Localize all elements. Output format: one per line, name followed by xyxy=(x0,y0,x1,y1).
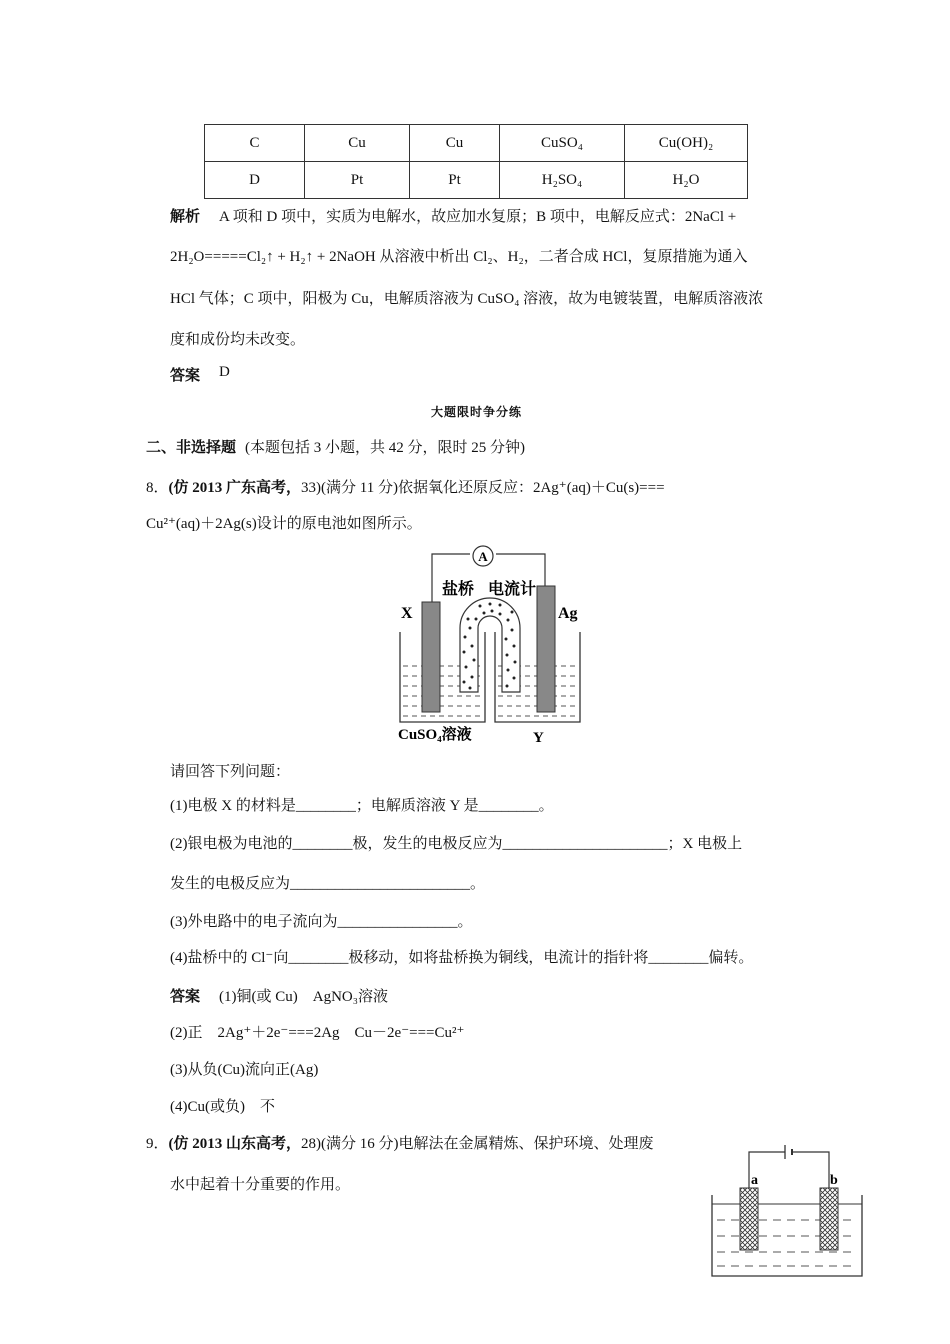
galvanometer-label: 电流计 xyxy=(488,581,537,598)
electrode-b-label: b xyxy=(830,1173,838,1188)
table-cell: Cu xyxy=(410,125,500,162)
q9-line2: 水中起着十分重要的作用。 xyxy=(170,1177,351,1193)
electrode-a xyxy=(740,1188,758,1250)
analysis-line: 2H₂O=====Cl₂↑ + H₂↑ + 2NaOH 从溶液中析出 Cl₂、H₂，二者合成 HCl，复原措施为通入 xyxy=(170,249,748,265)
analysis-line: A 项和 D 项中，实质为电解水，故应加水复原；B 项中，电解反应式：2NaCl + xyxy=(219,209,737,225)
ammeter-label: A xyxy=(478,549,488,564)
q8-part3: (3)外电路中的电子流向为________________。 xyxy=(170,914,473,930)
left-solution-label: CuSO₄溶液 xyxy=(398,727,472,743)
table-cell: H₂O xyxy=(625,162,748,199)
electrolysis-cell-figure xyxy=(705,1140,870,1280)
part-title: 二、非选择题 xyxy=(146,440,237,456)
table-row xyxy=(205,125,748,162)
left-electrode-label: X xyxy=(401,605,413,622)
q8-line2: Cu²⁺(aq)＋2Ag(s)设计的原电池如图所示。 xyxy=(146,516,422,532)
answer-line: (4)Cu(或负) 不 xyxy=(170,1099,275,1115)
question-source: (仿 2013 广东高考， xyxy=(168,480,302,496)
question-number: 9． xyxy=(146,1136,169,1152)
question-source: (仿 2013 山东高考， xyxy=(168,1136,302,1152)
analysis-line: 度和成份均未改变。 xyxy=(170,332,306,348)
table-cell: H₂SO₄ xyxy=(500,162,625,199)
question-text: 28)(满分 16 分)电解法在金属精炼、保护环境、处理废 xyxy=(301,1136,654,1152)
question-text: 33)(满分 11 分)依据氧化还原反应：2Ag⁺(aq)＋Cu(s)=== xyxy=(301,480,665,496)
q8-part4: (4)盐桥中的 Cl⁻向________极移动，如将盐桥换为铜线，电流计的指针将________偏转。 xyxy=(170,950,754,966)
answer-label: 答案 xyxy=(170,368,201,384)
q8-prompt: 请回答下列问题： xyxy=(170,764,291,780)
left-electrode xyxy=(422,602,440,712)
table-cell: Pt xyxy=(305,162,410,199)
q9-line1 xyxy=(146,1132,654,1153)
table-cell: D xyxy=(205,162,305,199)
table-cell: CuSO₄ xyxy=(500,125,625,162)
table-row xyxy=(205,162,748,199)
right-electrode-label: Ag xyxy=(558,605,578,622)
galvanic-cell-figure xyxy=(390,542,590,747)
table-cell: Pt xyxy=(410,162,500,199)
q8-line1 xyxy=(146,476,665,497)
electrode-a-label: a xyxy=(751,1173,758,1188)
part-desc: (本题包括 3 小题，共 42 分，限时 25 分钟) xyxy=(245,440,525,456)
answer-line: (3)从负(Cu)流向正(Ag) xyxy=(170,1062,319,1078)
q8-part2-cont: 发生的电极反应为________________________。 xyxy=(170,876,486,892)
answer-line: (2)正 2Ag⁺＋2e⁻===2Ag Cu－2e⁻===Cu²⁺ xyxy=(170,1025,465,1041)
q8-part1: (1)电极 X 的材料是________；电解质溶液 Y 是________。 xyxy=(170,798,554,814)
answer-line: (1)铜(或 Cu) AgNO₃溶液 xyxy=(219,989,388,1005)
options-table xyxy=(204,124,748,199)
analysis-label: 解析 xyxy=(170,209,201,225)
electrode-b xyxy=(820,1188,838,1250)
section-title: 大题限时争分练 xyxy=(431,405,523,419)
right-electrode xyxy=(537,586,555,712)
q8-part2: (2)银电极为电池的________极，发生的电极反应为______________________；X 电极上 xyxy=(170,836,743,852)
salt-bridge-label: 盐桥 xyxy=(442,581,475,598)
right-solution-label: Y xyxy=(533,730,544,746)
answer-label: 答案 xyxy=(170,989,201,1005)
table-cell: Cu(OH)₂ xyxy=(625,125,748,162)
question-number: 8． xyxy=(146,480,169,496)
answer-value: D xyxy=(219,364,230,380)
analysis-line: HCl 气体；C 项中，阳极为 Cu，电解质溶液为 CuSO₄ 溶液，故为电镀装置，电解质溶液浓 xyxy=(170,291,764,307)
table-cell: Cu xyxy=(305,125,410,162)
table-cell: C xyxy=(205,125,305,162)
